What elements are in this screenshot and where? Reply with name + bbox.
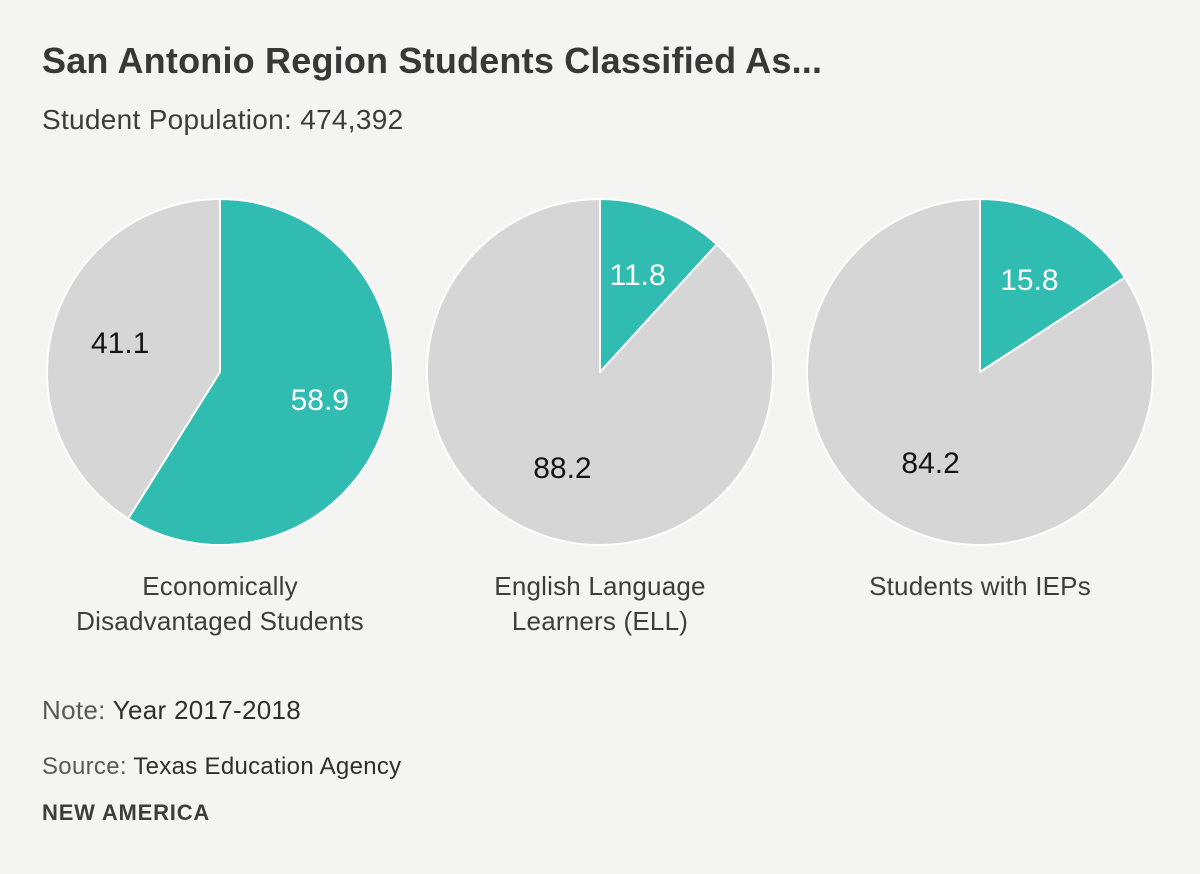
- chart-subtitle: Student Population: 474,392: [42, 104, 404, 135]
- pie-value-label: 41.1: [91, 326, 150, 360]
- pie-category-label: [494, 569, 705, 639]
- pie-row: [45, 197, 1155, 639]
- note-line: [42, 695, 301, 726]
- note-prefix: Note:: [42, 695, 106, 725]
- source-text: Texas Education Agency: [133, 753, 402, 780]
- pie-category-label: [76, 569, 364, 639]
- pie-category-label-line: English Language: [494, 571, 706, 601]
- pie-value-label: 88.2: [533, 452, 592, 486]
- chart-title: San Antonio Region Students Classified As...: [42, 40, 823, 81]
- note-text: Year 2017-2018: [112, 695, 302, 725]
- pie-category-label-line: Students with IEPs: [869, 571, 1091, 601]
- pie-category-label: [869, 569, 1091, 604]
- pie-category-label-line: Economically: [142, 571, 298, 601]
- source-prefix: Source:: [42, 753, 127, 780]
- pie-english-language-learners: [425, 197, 775, 639]
- pie-economically-disadvantaged: [45, 197, 395, 639]
- source-line: [42, 753, 401, 781]
- pie-chart-svg: [805, 197, 1155, 547]
- pie-category-label-line: Learners (ELL): [511, 606, 689, 636]
- pie-students-with-ieps: [805, 197, 1155, 639]
- pie-chart-svg: [425, 197, 775, 547]
- pie-chart-svg: [45, 197, 395, 547]
- pie-slice: [427, 199, 773, 545]
- pie-value-label: 11.8: [609, 258, 666, 292]
- new-america-logo: NEW AMERICA: [42, 800, 211, 825]
- pie-value-label: 15.8: [1000, 264, 1059, 298]
- pie-value-label: 84.2: [901, 446, 960, 480]
- pie-category-label-line: Disadvantaged Students: [76, 606, 364, 636]
- pie-value-label: 58.9: [290, 384, 349, 418]
